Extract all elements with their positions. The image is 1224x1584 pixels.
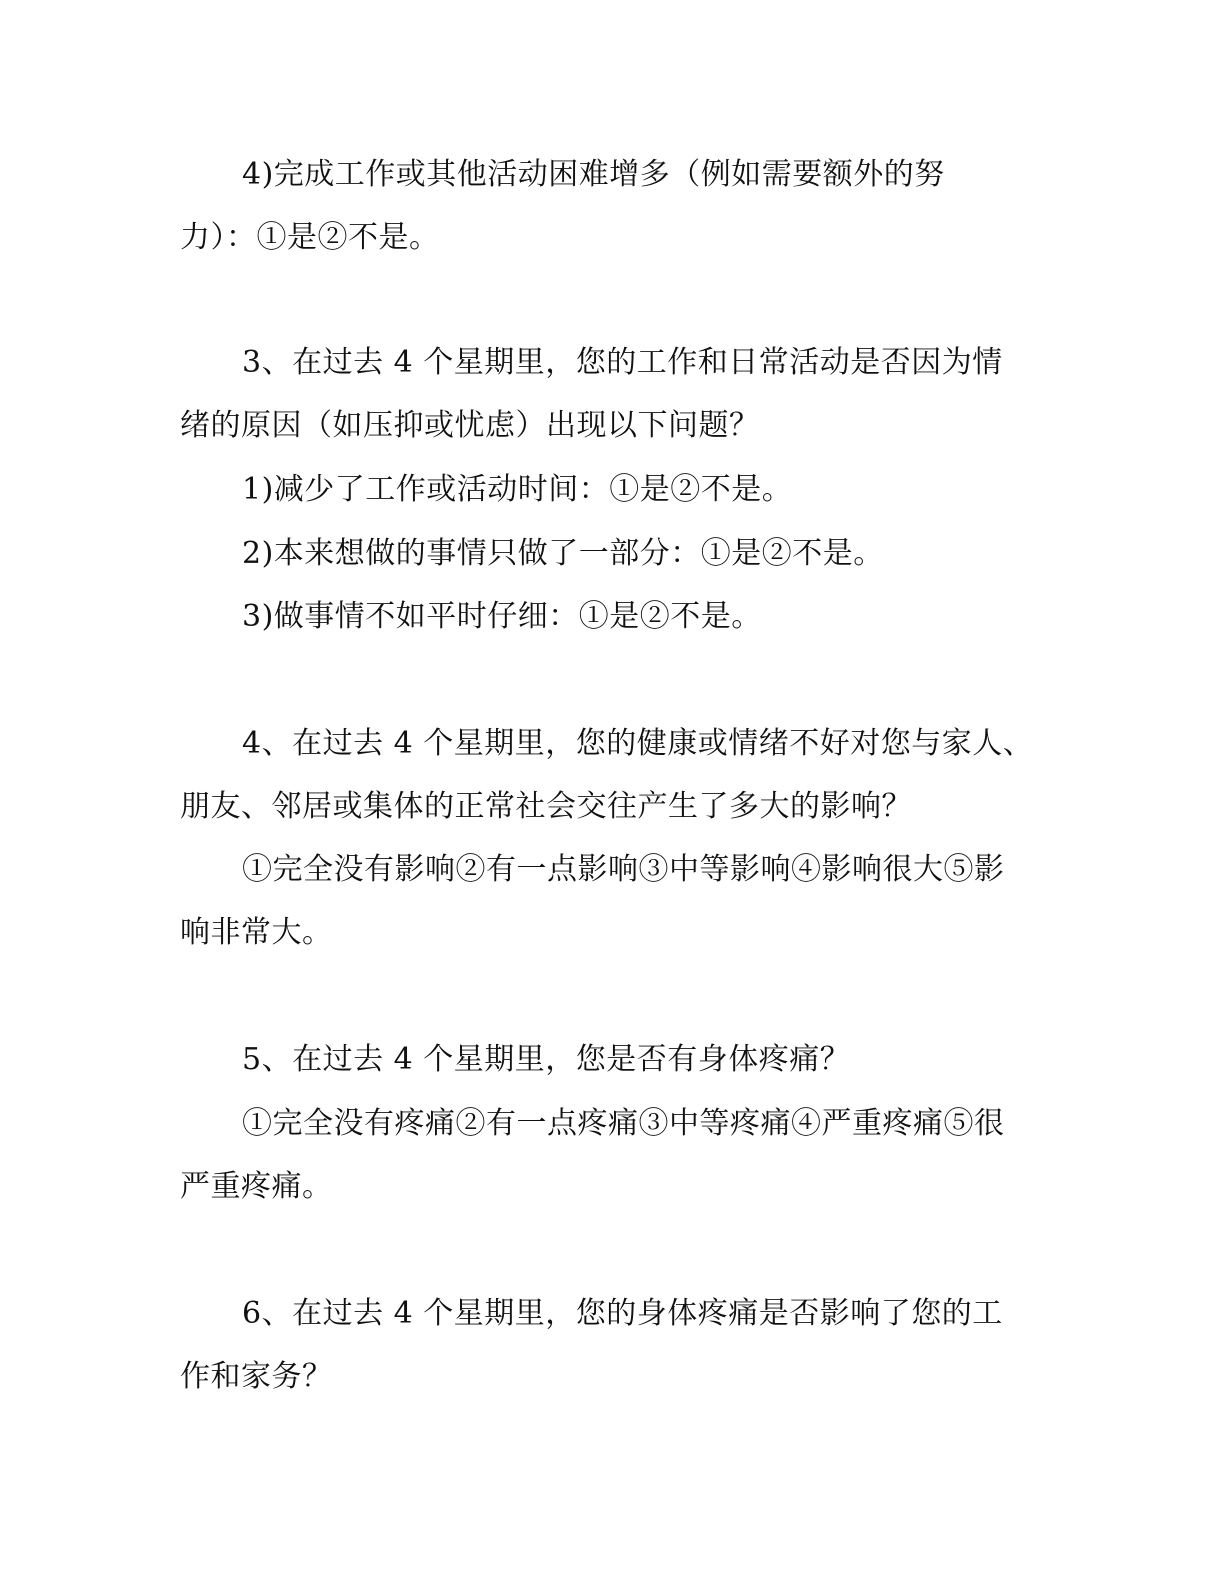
q4-question-line2: 朋友、邻居或集体的正常社会交往产生了多大的影响？ xyxy=(180,789,912,824)
q3-item3: 3)做事情不如平时仔细：①是②不是。 xyxy=(242,599,762,634)
q4-question-line1: 4、在过去 4 个星期里，您的健康或情绪不好对您与家人、 xyxy=(242,726,1034,761)
q3-question-line1: 3、在过去 4 个星期里，您的工作和日常活动是否因为情 xyxy=(242,345,1003,380)
q6-question-line1: 6、在过去 4 个星期里，您的身体疼痛是否影响了您的工 xyxy=(242,1296,1003,1331)
q5-question: 5、在过去 4 个星期里，您是否有身体疼痛？ xyxy=(242,1042,851,1077)
q2-item4-line1: 4)完成工作或其他活动困难增多（例如需要额外的努 xyxy=(242,157,945,192)
q3-item2: 2)本来想做的事情只做了一部分：①是②不是。 xyxy=(242,536,884,571)
q3-question-line2: 绪的原因（如压抑或忧虑）出现以下问题？ xyxy=(180,408,760,443)
q6-question-line2: 作和家务？ xyxy=(180,1359,333,1394)
q2-item4-line2: 力）：①是②不是。 xyxy=(180,220,440,255)
q4-options-line1: ①完全没有影响②有一点影响③中等影响④影响很大⑤影 xyxy=(242,852,1005,887)
q5-options-line2: 严重疼痛。 xyxy=(180,1169,333,1204)
q4-options-line2: 响非常大。 xyxy=(180,915,333,950)
q3-item1: 1)减少了工作或活动时间：①是②不是。 xyxy=(242,472,793,507)
q5-options-line1: ①完全没有疼痛②有一点疼痛③中等疼痛④严重疼痛⑤很 xyxy=(242,1106,1005,1141)
